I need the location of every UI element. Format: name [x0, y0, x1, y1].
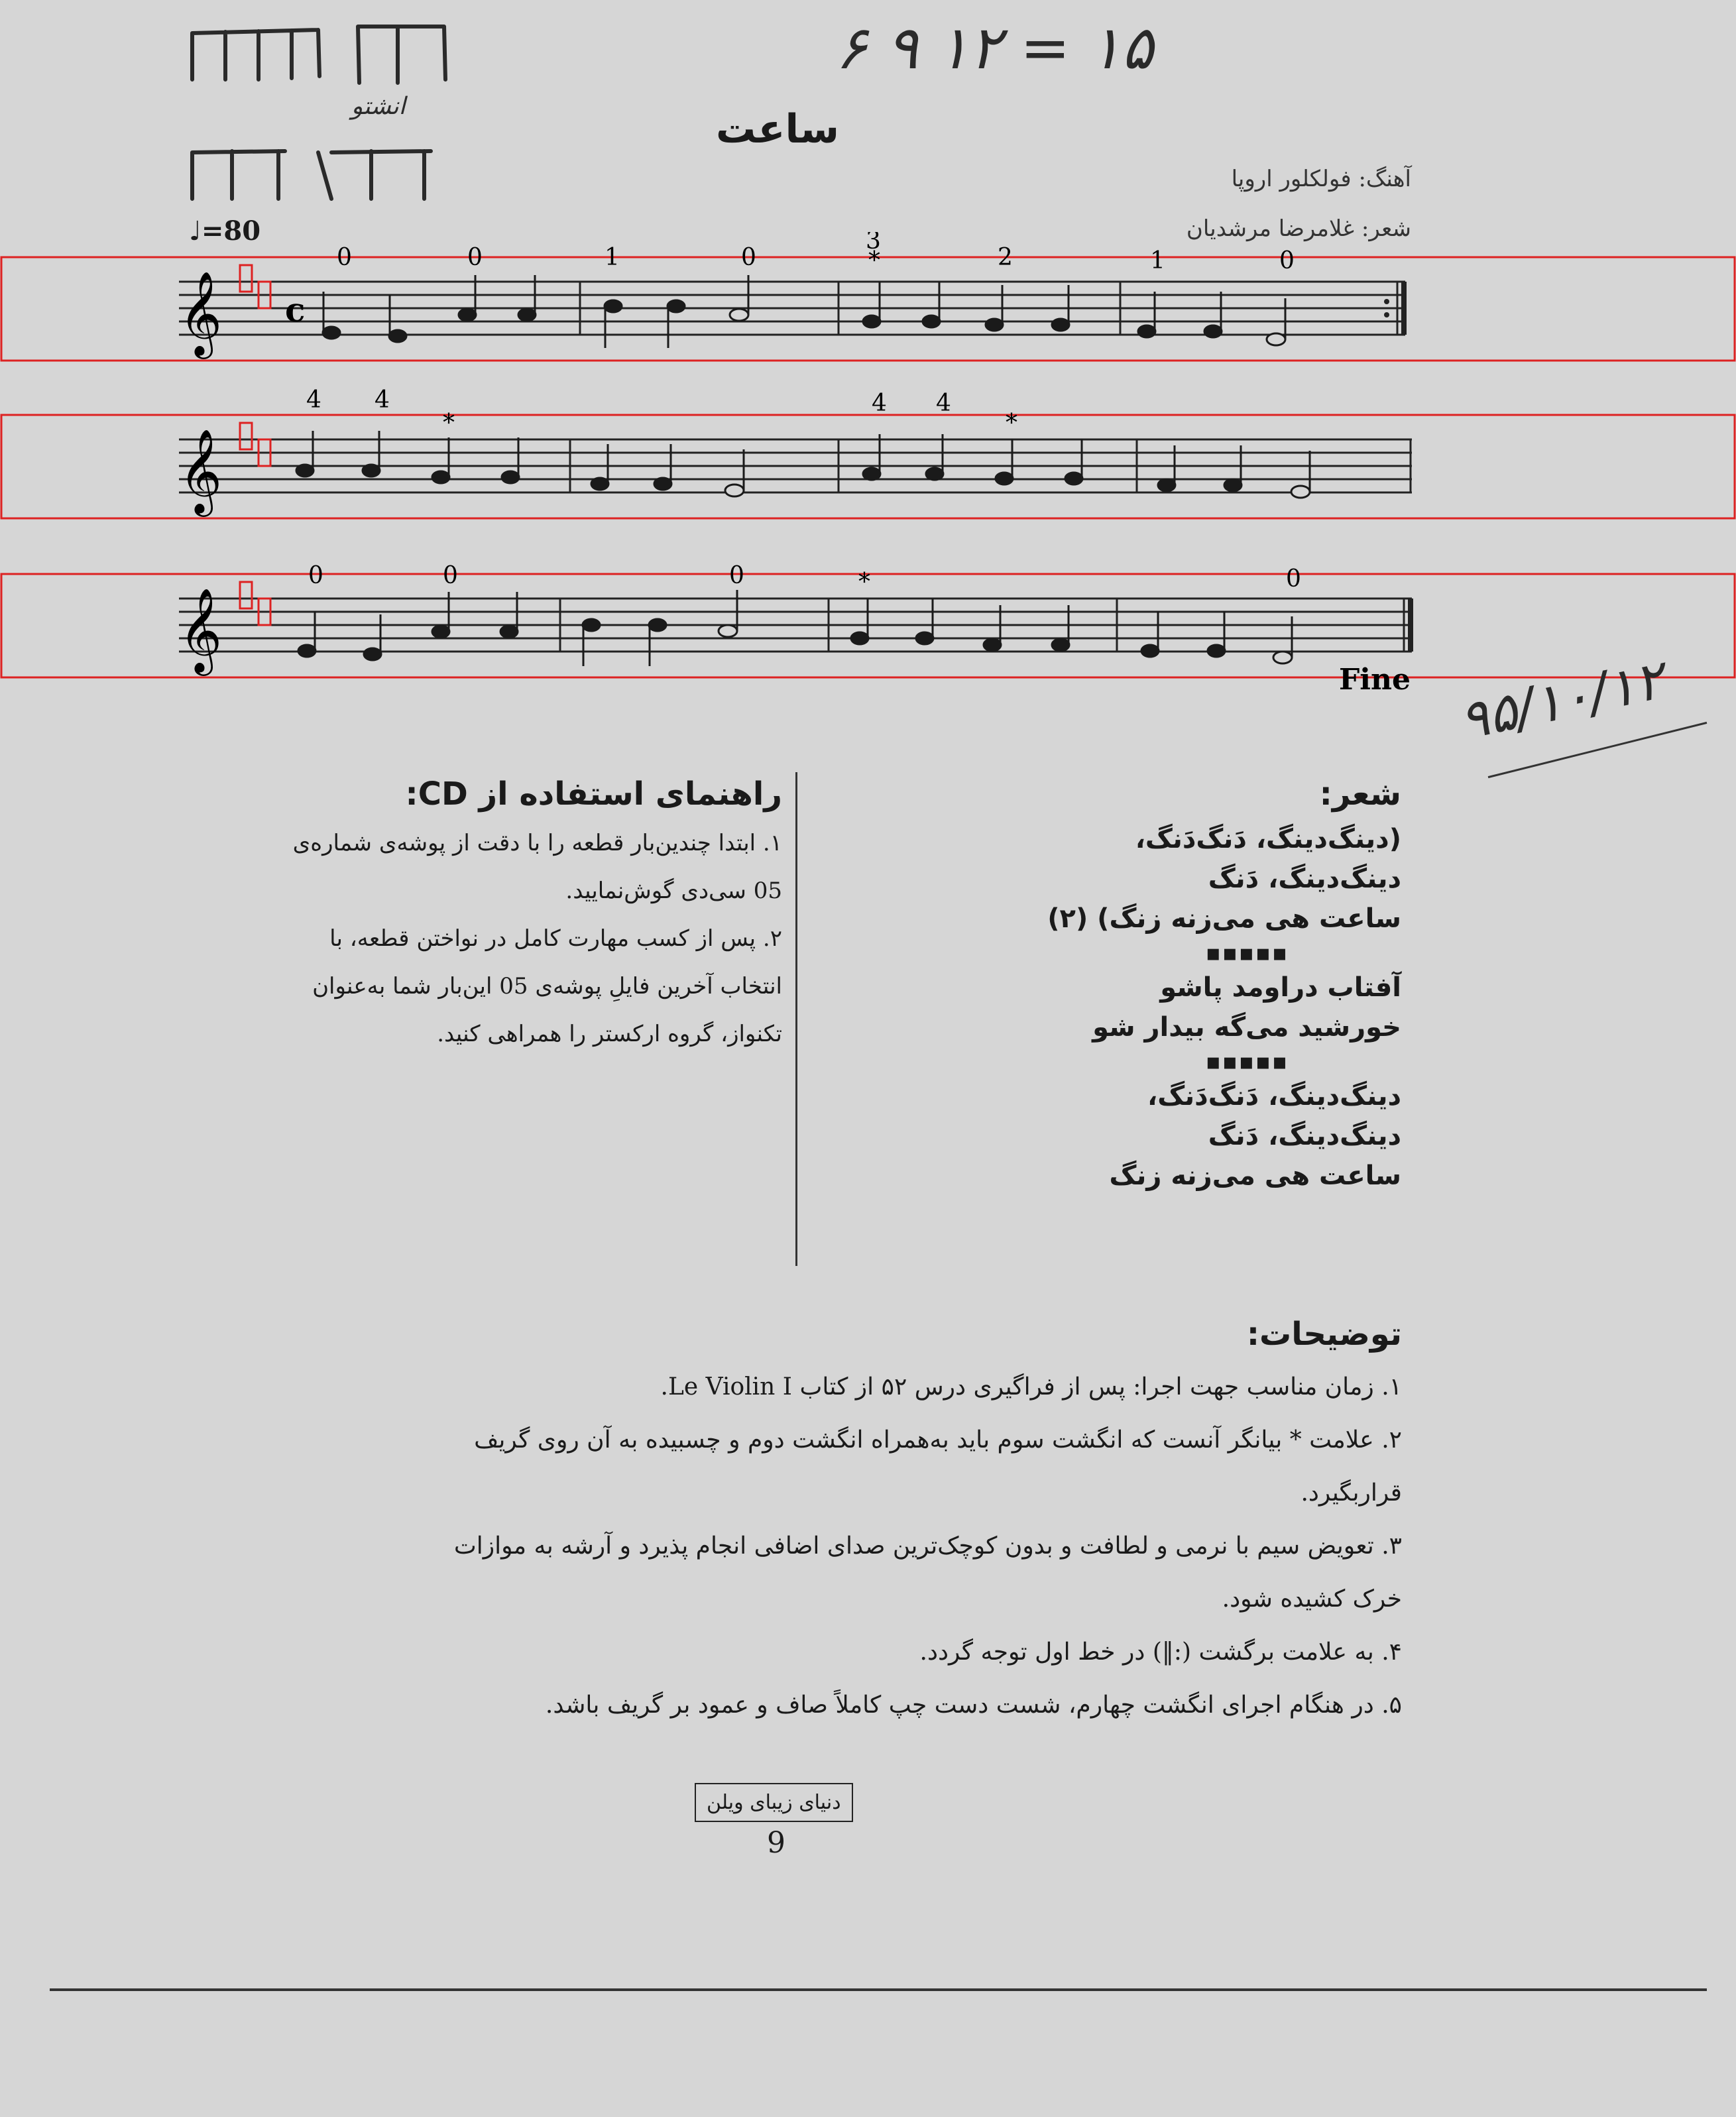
note-line: ۲. علامت * بیانگر آنست که انگشت سوم باید به‌همراه انگشت دوم و چسبیده به آن روی گریف — [474, 1426, 1402, 1454]
poem-heading: شعر: — [1319, 775, 1401, 813]
staff-1-notes — [323, 275, 1285, 348]
time-signature: c — [285, 290, 306, 329]
note-line: ۵. در هنگام اجرای انگشت چهارم، شست دست چپ کاملاً صاف و عمود بر گریف باشد. — [545, 1691, 1402, 1719]
page-title: ساعت — [716, 106, 840, 152]
staff-3-fingerings — [308, 562, 1301, 596]
bottom-rule — [50, 1988, 1707, 1991]
cd-guide-section — [192, 775, 782, 1058]
note-line: ۴. به علامت برگشت (:‖) در خط اول توجه گردد. — [919, 1638, 1402, 1666]
notes-section — [192, 1316, 1402, 1732]
staff-2-notes — [296, 431, 1310, 498]
svg-text:*: * — [868, 247, 880, 274]
page-number: 9 — [767, 1826, 785, 1860]
staff-2-fingerings — [306, 386, 1017, 437]
svg-text:4: 4 — [306, 386, 321, 414]
svg-text:4: 4 — [375, 386, 390, 414]
svg-text:3: 3 — [866, 232, 881, 255]
poem-line: دینگ‌دینگ، دَنگ — [1208, 864, 1401, 894]
svg-text:0: 0 — [337, 244, 352, 271]
rhythm-sketch-handwritten — [179, 20, 471, 212]
poem-separator: ▪▪▪▪▪ — [1205, 1049, 1289, 1075]
fine-marking: Fine — [1339, 663, 1411, 697]
svg-text:1: 1 — [605, 244, 620, 271]
ostinato-label: انشتو — [351, 93, 406, 120]
staff-3 — [179, 599, 1412, 652]
svg-text:0: 0 — [308, 562, 323, 589]
svg-text:2: 2 — [998, 244, 1013, 271]
poem-line: آفتاب دراومد پاشو — [1160, 972, 1401, 1003]
tempo-marking: ♩=80 — [189, 215, 261, 247]
cd-guide-line: ۲. پس از کسب مهارت کامل در نواختن قطعه، با — [329, 925, 782, 952]
svg-text:0: 0 — [741, 244, 756, 271]
svg-text:0: 0 — [467, 244, 483, 271]
top-scribble: ۶ ۹ ۱۲ = ۱۵ — [835, 13, 1153, 83]
cd-guide-line: 05 سی‌دی گوش‌نمایید. — [565, 878, 782, 904]
svg-text:𝄞: 𝄞 — [179, 587, 223, 672]
svg-text:4: 4 — [872, 390, 887, 417]
svg-text:1: 1 — [1150, 247, 1165, 274]
svg-text:0: 0 — [1286, 565, 1301, 593]
cd-guide-line: تکنواز، گروه ارکستر را همراهی کنید. — [437, 1021, 782, 1047]
svg-text:0: 0 — [443, 562, 458, 589]
svg-text:*: * — [1006, 410, 1017, 437]
handwritten-date: ۹۵/۱۰/۱۲ — [1454, 648, 1669, 752]
poem-line: دینگ‌دینگ، دَنگ‌دَنگ، — [1147, 1081, 1401, 1112]
cd-guide-line: انتخاب آخرین فایلِ پوشه‌ی 05 این‌بار شما به‌عنوان — [312, 973, 782, 1000]
poem-line: ساعت هی می‌زنه زنگ — [1109, 1161, 1401, 1191]
note-line: قراربگیرد. — [1301, 1479, 1402, 1507]
svg-text:𝄞: 𝄞 — [179, 428, 223, 513]
svg-text:*: * — [443, 410, 455, 437]
poem-line: (دینگ‌دینگ، دَنگ‌دَنگ، — [1135, 824, 1401, 854]
svg-text:0: 0 — [1279, 247, 1295, 274]
lyricist: شعر: غلامرضا مرشدیان — [1186, 215, 1411, 242]
music-score — [0, 232, 1736, 703]
staff-3-notes — [298, 590, 1292, 666]
svg-text:*: * — [858, 569, 870, 596]
column-divider — [795, 772, 797, 1266]
svg-text:4: 4 — [936, 390, 951, 417]
poem-line: خورشید می‌گه بیدار شو — [1092, 1012, 1401, 1043]
poem-separator: ▪▪▪▪▪ — [1205, 940, 1289, 966]
treble-clef-icon: 𝄞 — [179, 270, 223, 355]
composer: آهنگ: فولکلور اروپا — [1231, 166, 1411, 192]
cd-guide-heading: راهنمای استفاده از CD: — [405, 775, 782, 813]
poem-section — [937, 775, 1401, 1196]
svg-text:0: 0 — [729, 562, 744, 589]
note-line: ۳. تعویض سیم با نرمی و لطافت و بدون کوچک‌ترین صدای اضافی انجام پذیرد و آرشه به موازات — [453, 1532, 1402, 1560]
cd-guide-line: ۱. ابتدا چندین‌بار قطعه را با دقت از پوشه‌ی شماره‌ی — [292, 830, 782, 856]
poem-line: دینگ‌دینگ، دَنگ — [1208, 1121, 1401, 1151]
book-label-box: دنیای زیبای ویلن — [695, 1783, 853, 1822]
notes-heading: توضیحات: — [1246, 1316, 1402, 1353]
note-line: ۱. زمان مناسب جهت اجرا: پس از فراگیری درس ۵۲ از کتاب Le Violin I. — [660, 1373, 1402, 1401]
note-line: خرک کشیده شود. — [1222, 1585, 1402, 1613]
staff-1-fingerings — [337, 232, 1295, 274]
poem-line: ساعت هی می‌زنه زنگ) (۲) — [1047, 903, 1401, 934]
